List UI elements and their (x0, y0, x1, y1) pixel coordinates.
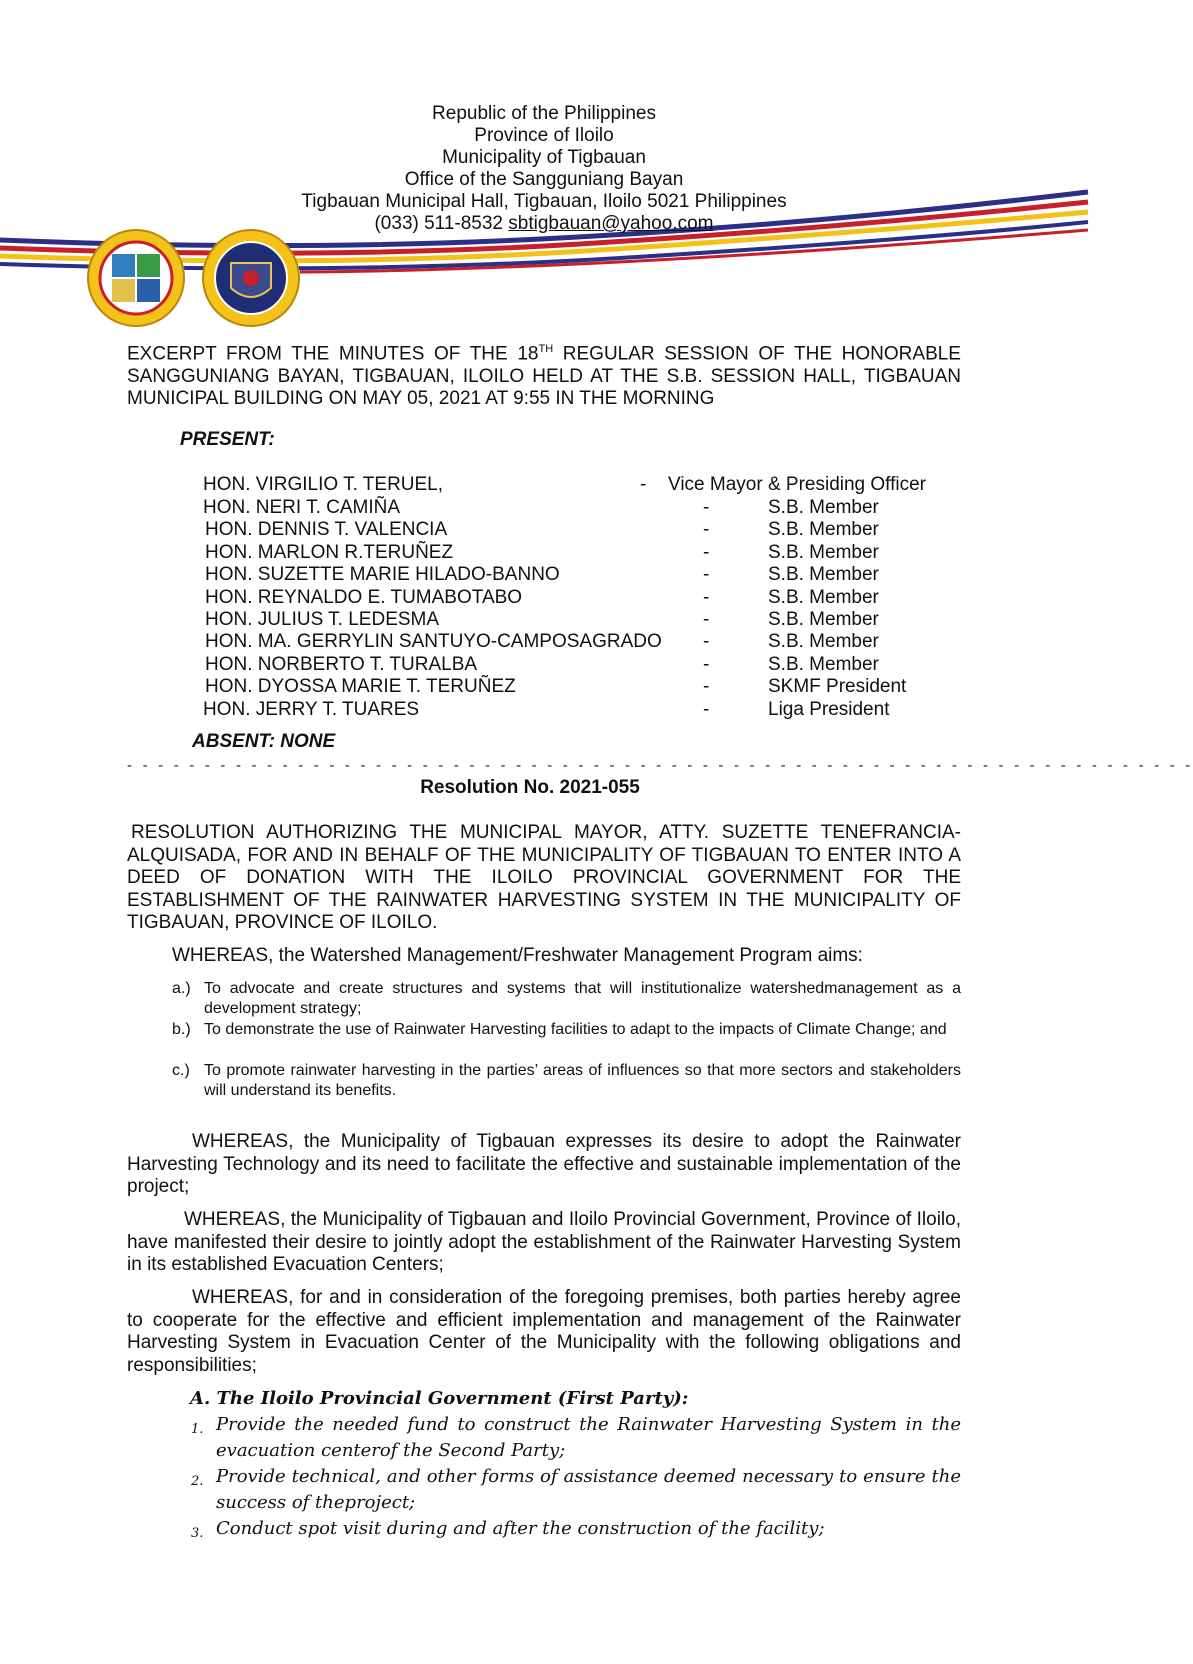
member-name: HON. SUZETTE MARIE HILADO-BANNO (205, 564, 560, 585)
member-role: Liga President (768, 699, 890, 720)
whereas-jointly: WHEREAS, the Municipality of Tigbauan and Iloilo Provincial Government, Province of Iloilo, have manifested their desire to jointly adopt the establishment of the Rainwater Harvesting System in its established Evacuation Centers; (127, 1209, 961, 1275)
member-name: HON. MA. GERRYLIN SANTUYO-CAMPOSAGRADO (205, 631, 662, 652)
obligation-text: Provide the needed fund to construct the Rainwater Harvesting System in the evacuation centerof the Second Party; (216, 1414, 961, 1461)
obligation-number: 2. (191, 1474, 204, 1489)
member-role: S.B. Member (768, 587, 879, 608)
header-phone: (033) 511-8532 (374, 213, 504, 234)
header-address: Tigbauan Municipal Hall, Tigbauan, Iloilo 5021 Philippines (301, 191, 787, 212)
obligation-text: Conduct spot visit during and after the construction of the facility; (216, 1518, 825, 1539)
member-role: SKMF President (768, 676, 907, 697)
member-dash: - (703, 699, 710, 720)
aim-letter: a.) (172, 980, 191, 997)
member-name: HON. NORBERTO T. TURALBA (205, 654, 478, 675)
member-dash: - (703, 676, 710, 697)
obligations-heading: A. The Iloilo Provincial Government (First Party): (190, 1388, 689, 1409)
obligation-text: Provide technical, and other forms of assistance deemed necessary to ensure the success of theproject; (216, 1466, 961, 1513)
member-role: S.B. Member (768, 609, 879, 630)
member-dash: - (703, 587, 710, 608)
member-name: HON. REYNALDO E. TUMABOTABO (205, 587, 523, 608)
member-role: S.B. Member (768, 631, 879, 652)
header-email-link[interactable]: sbtigbauan@yahoo.com (508, 213, 714, 234)
member-role: S.B. Member (768, 564, 879, 585)
member-name: HON. MARLON R.TERUÑEZ (205, 542, 454, 563)
aim-letter: b.) (172, 1021, 191, 1038)
whereas-aims: WHEREAS, the Watershed Management/Freshwater Management Program aims: (172, 945, 863, 966)
excerpt-text-2: REGULAR SESSION OF THE HONORABLE SANGGUNIANG BAYAN, TIGBAUAN, ILOILO HELD AT THE S.B. SESSION HALL, TIGBAUAN MUNICIPAL BUILDING ON MAY 05, 2021 AT 9:55 IN THE MORNING (127, 343, 961, 410)
member-name: HON. JERRY T. TUARES (203, 699, 420, 720)
member-dash: - (703, 497, 710, 518)
resolution-title: RESOLUTION AUTHORIZING THE MUNICIPAL MAYOR, ATTY. SUZETTE TENEFRANCIA-ALQUISADA, FOR AND IN BEHALF OF THE MUNICIPALITY OF TIGBAUAN TO ENTER INTO A DEED OF DONATION WITH THE ILOILO PROVINCIAL GOVERNMENT FOR THE ESTABLISHMENT OF THE RAINWATER HARVESTING SYSTEM IN THE MUNICIPALITY OF TIGBAUAN, PROVINCE OF ILOILO. (127, 822, 961, 933)
member-name: HON. JULIUS T. LEDESMA (205, 609, 440, 630)
member-name: HON. NERI T. CAMIÑA (203, 497, 401, 518)
member-name: HON. DYOSSA MARIE T. TERUÑEZ (205, 676, 516, 697)
member-role: S.B. Member (768, 654, 879, 675)
member-role: S.B. Member (768, 542, 879, 563)
member-dash: - (703, 519, 710, 540)
member-dash: - (703, 542, 710, 563)
obligation-number: 3. (191, 1526, 204, 1541)
member-dash: - (703, 631, 710, 652)
header-contact (0, 213, 1088, 235)
member-role: Vice Mayor & Presiding Officer (668, 474, 927, 495)
member-role: S.B. Member (768, 519, 879, 540)
member-name: HON. VIRGILIO T. TERUEL, (203, 474, 444, 495)
section-divider: - - - - - - - - - - - - - - - - - - - - - - - - - - - - - - - - - - - - - - - - - - - - - - - - - - - - - - - - - - - - - - - - - - - - - (127, 757, 1193, 774)
aim-text: To demonstrate the use of Rainwater Harvesting facilities to adapt to the impacts of Climate Change; and (204, 1021, 947, 1038)
member-dash: - (703, 564, 710, 585)
excerpt-sup: TH (538, 343, 554, 355)
whereas-cooperate: WHEREAS, for and in consideration of the foregoing premises, both parties hereby agree to cooperate for the effective and efficient implementation and management of the Rainwater Harvesting System in Evacuation Center of the Municipality with the following obligations and responsibilities; (127, 1287, 961, 1376)
header-republic: Republic of the Philippines (432, 103, 656, 124)
resolution-number: Resolution No. 2021-055 (420, 777, 640, 798)
absent-label: ABSENT: NONE (192, 731, 336, 752)
municipality-seal-icon (86, 228, 186, 328)
whereas-adopt: WHEREAS, the Municipality of Tigbauan expresses its desire to adopt the Rainwater Harvesting Technology and its need to facilitate the effective and sustainable implementation of the project; (127, 1131, 961, 1197)
sangguniang-bayan-seal-icon (201, 228, 301, 328)
obligation-number: 1. (191, 1422, 204, 1437)
member-dash: - (703, 609, 710, 630)
minutes-excerpt (127, 338, 961, 411)
header-province: Province of Iloilo (474, 125, 614, 146)
present-label: PRESENT: (180, 429, 275, 450)
member-role: S.B. Member (768, 497, 879, 518)
aim-text: To promote rainwater harvesting in the parties’ areas of influences so that more sectors and stakeholders will understand its benefits. (204, 1062, 961, 1099)
member-dash: - (640, 474, 647, 495)
header-municipality: Municipality of Tigbauan (442, 147, 646, 168)
excerpt-text-1: EXCERPT FROM THE MINUTES OF THE 18 (127, 343, 539, 365)
member-dash: - (703, 654, 710, 675)
aim-letter: c.) (172, 1062, 190, 1079)
header-office: Office of the Sangguniang Bayan (404, 169, 684, 190)
member-name: HON. DENNIS T. VALENCIA (205, 519, 448, 540)
aim-text: To advocate and create structures and systems that will institutionalize watershedmanagement as a development strategy; (204, 980, 961, 1017)
